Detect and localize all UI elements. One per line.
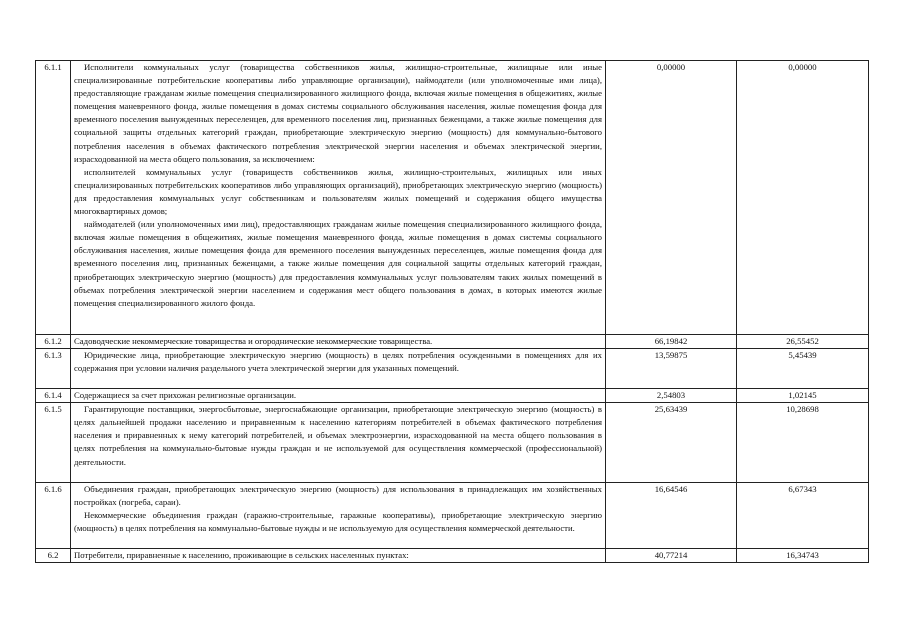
value-column-2: 6,67343	[737, 483, 869, 549]
row-number: 6.1.3	[36, 349, 71, 389]
value-column-1: 13,59875	[606, 349, 737, 389]
value-column-2: 0,00000	[737, 61, 869, 335]
table-row	[36, 389, 869, 403]
description-paragraph: наймодателей (или уполномоченных ими лиц), предоставляющих гражданам жилые помещения специализированного жилищного фонда, включая жилые помещения в общежитиях, жилые помещения маневренного фонда, жилые помещения в домах системы социального обслуживания населения, жилые помещения фонда для временного поселения вынужденных переселенцев, жилые помещения фонда для временного поселения лиц, признанных беженцами, а также жилые помещения для социальной защиты отдельных категорий граждан, приобретающих электрическую энергию (мощность) для предоставления коммунальных услуг пользователям таких жилых помещений в объемах потребления электрической энергии населением и содержания мест общего пользования в домах, в которых имеются жилые помещения специализированного жилого фонда.	[74, 219, 602, 308]
row-description	[71, 483, 606, 549]
description-paragraph: Объединения граждан, приобретающих электрическую энергию (мощность) для использования в принадлежащих им хозяйственных постройках (погреба, сараи).	[74, 484, 602, 508]
value-column-1: 25,63439	[606, 403, 737, 483]
row-description	[71, 349, 606, 389]
value-column-1: 0,00000	[606, 61, 737, 335]
row-number: 6.1.1	[36, 61, 71, 335]
value-column-2: 5,45439	[737, 349, 869, 389]
row-description	[71, 549, 606, 563]
description-paragraph: Некоммерческие объединения граждан (гаражно-строительные, гаражные кооперативы), приобретающие электрическую энергию (мощность) в целях потребления на коммунально-бытовые нужды и не используемую для осуществления коммерческой деятельности.	[74, 510, 602, 534]
row-number: 6.2	[36, 549, 71, 563]
value-column-2: 16,34743	[737, 549, 869, 563]
value-column-1: 66,19842	[606, 335, 737, 349]
value-column-1: 2,54803	[606, 389, 737, 403]
row-number: 6.1.5	[36, 403, 71, 483]
table-row	[36, 61, 869, 335]
description-paragraph: Юридические лица, приобретающие электрическую энергию (мощность) в целях потребления осужденными в помещениях для их содержания при условии наличия раздельного учета электрической энергии для указанных помещений.	[74, 350, 602, 374]
table-row	[36, 549, 869, 563]
table-row	[36, 335, 869, 349]
tariff-table	[35, 60, 869, 563]
row-number: 6.1.2	[36, 335, 71, 349]
row-number: 6.1.6	[36, 483, 71, 549]
row-description	[71, 403, 606, 483]
description-paragraph: Садоводческие некоммерческие товарищества и огороднические некоммерческие товарищества.	[74, 336, 433, 346]
value-column-1: 16,64546	[606, 483, 737, 549]
row-description	[71, 389, 606, 403]
value-column-1: 40,77214	[606, 549, 737, 563]
row-description	[71, 335, 606, 349]
description-paragraph: Потребители, приравненные к населению, проживающие в сельских населенных пунктах:	[74, 550, 409, 561]
value-column-2: 26,55452	[737, 335, 869, 349]
description-paragraph: Исполнители коммунальных услуг (товарищества собственников жилья, жилищно-строительные, жилищные или иные специализированные потребительские кооперативы либо управляющие организации), наймодатели (или уполномоченные ими лица), предоставляющие гражданам жилые помещения специализированного жилищного фонда, включая жилые помещения в общежитиях, жилые помещения маневренного фонда, жилые помещения в домах системы социального обслуживания населения, жилые помещения фонда для временного поселения вынужденных переселенцев, для временного поселения лиц, признанных беженцами, а также жилые помещения для социальной защиты отдельных категорий граждан, приобретающие электрическую энергию (мощность) для коммунально-бытового потребления населения в объемах фактического потребления электрической энергии населения и объемах электрической энергии, израсходованной на места общего пользования, за исключением:	[74, 62, 602, 164]
description-paragraph: Содержащиеся за счет прихожан религиозные организации.	[74, 390, 297, 401]
table-row	[36, 403, 869, 483]
description-paragraph: Гарантирующие поставщики, энергосбытовые, энергоснабжающие организации, приобретающие электрическую энергию (мощность) в целях дальнейшей продажи населению и приравненным к населению категориям потребителей в объемах фактического потребления населения и приравненных к нему категорий потребителей, и объемах электроэнергии, израсходованной на места общего пользования в целях потребления на коммунально-бытовые нужды граждан и не используемой для осуществления коммерческой (профессиональной) деятельности.	[74, 404, 602, 467]
row-description	[71, 61, 606, 335]
description-paragraph: исполнителей коммунальных услуг (товариществ собственников жилья, жилищно-строительных, жилищных или иных специализированных потребительских кооперативов либо управляющих организаций), приобретающих электрическую энергию (мощность) для предоставления коммунальных услуг собственникам и пользователям жилых помещений и содержания общего имущества многоквартирных домов;	[74, 166, 602, 217]
row-number: 6.1.4	[36, 389, 71, 403]
table-row	[36, 483, 869, 549]
value-column-2: 10,28698	[737, 403, 869, 483]
table-row	[36, 349, 869, 389]
value-column-2: 1,02145	[737, 389, 869, 403]
